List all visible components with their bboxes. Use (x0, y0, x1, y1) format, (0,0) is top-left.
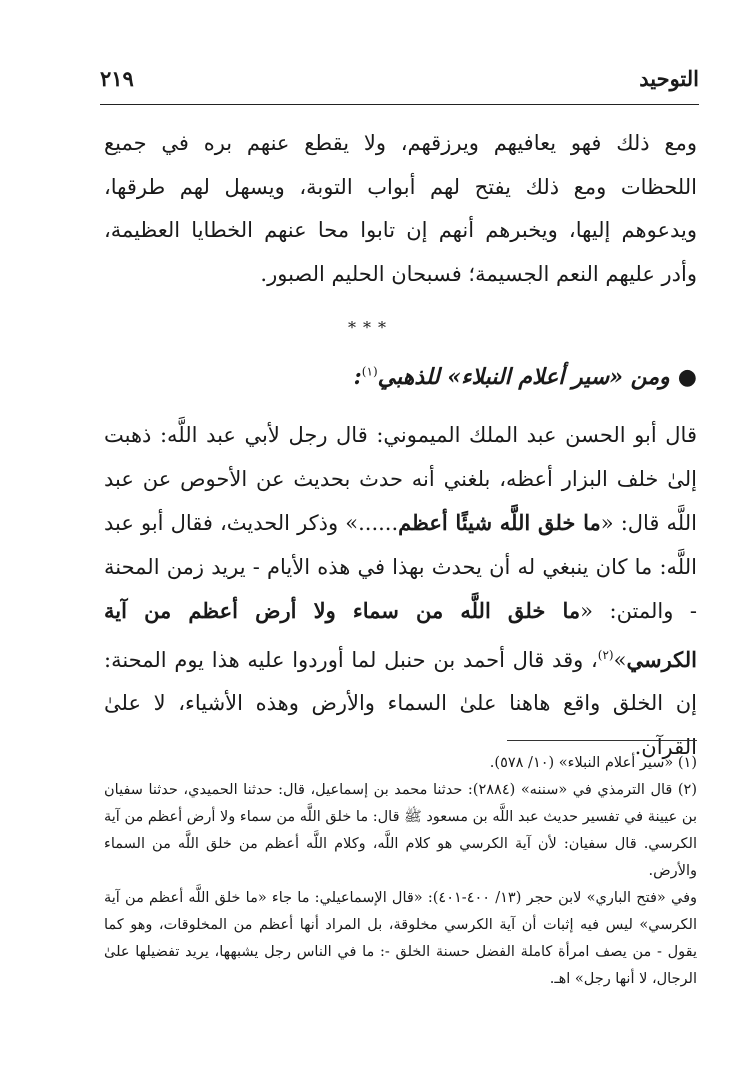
narration-text (104, 414, 697, 769)
narration-part-4: ، وقد قال أحمد بن حنبل لما أوردوا عليه هذا يوم المحنة: إن الخلق واقع هاهنا علىٰ السماء والأرض وهذه الأشياء، لا علىٰ القرآن. (104, 647, 697, 759)
footnote-2-continued: وفي «فتح الباري» لابن حجر (١٣/ ٤٠٠-٤٠١): «قال الإسماعيلي: ما جاء «ما خلق اللَّه أعظم من آية الكرسي» ليس فيه إثبات أن آية الكرسي مخلوقة، بل المراد أنها أعظم من المخلوقات، وهو كما يقول - من يصف امرأة كاملة الفضل حسنة الخلق -: ما في الناس رجل يشبهها، يريد تفضيلها علىٰ الرجال، لا أنها رجل» اهـ. (104, 890, 697, 987)
page-number: ٢١٩ (100, 66, 134, 91)
footnote-1: (١) «سير أعلام النبلاء» (١٠/ ٥٧٨). (489, 755, 697, 771)
footnote-2: (٢) قال الترمذي في «سننه» (٢٨٨٤): حدثنا محمد بن إسماعيل، قال: حدثنا الحميدي، حدثنا سفيان بن عيينة في تفسير حديث عبد اللَّه بن مسعود ﷺ قال: ما خلق اللَّه من سماء ولا أرض أعظم من آية الكرسي. قال سفيان: لأن آية الكرسي هو كلام اللَّه، وكلام اللَّه أعظم من خلق اللَّه من السماء والأرض. (104, 782, 697, 879)
paragraph-text: ومع ذلك فهو يعافيهم ويرزقهم، ولا يقطع عنهم بره في جميع اللحظات ومع ذلك يفتح لهم أبواب التوبة، ويسهل لهم طرقها، ويدعوهم إليها، ويخبرهم أنهم إن تابوا محا عنهم الخطايا العظيمة، وأدر عليهم النعم الجسيمة؛ فسبحان الحليم الصبور. (104, 131, 697, 286)
footnotes (104, 750, 697, 993)
quoted-narration (104, 414, 697, 769)
footnote-divider (507, 740, 697, 741)
heading-colon: : (353, 364, 362, 390)
hadith-text-1: ما خلق اللَّه شيئًا أعظم (398, 510, 601, 535)
section-heading (104, 364, 697, 390)
footnote-ref-1[interactable]: (١) (361, 364, 378, 379)
running-header (100, 66, 699, 100)
main-paragraph (104, 122, 697, 296)
narration-part-3: » (613, 647, 627, 672)
footnote-ref-2[interactable]: (٢) (597, 647, 614, 662)
header-divider (100, 104, 699, 105)
section-separator: *** (348, 318, 393, 337)
hadith-text-2: ما خلق اللَّه من سماء ولا أرض أعظم من آية الكرسي (104, 598, 697, 672)
bullet-icon: ● (677, 364, 697, 390)
narration-part-2: ......» وذكر الحديث، فقال أبو عبد اللَّه: ما كان ينبغي له أن يحدث بهذا في هذه الأيام - يريد زمن المحنة - والمتن: « (104, 511, 697, 623)
narration-part-1: قال أبو الحسن عبد الملك الميموني: قال رجل لأبي عبد اللَّه: ذهبت إلىٰ خلف البزار أعظه، بلغني أنه حدث بحديث عن الأحوص عن عبد اللَّه قال: « (104, 423, 697, 535)
heading-text: ومن «سير أعلام النبلاء» للذهبي (377, 364, 670, 390)
chapter-title: التوحيد (639, 66, 699, 91)
